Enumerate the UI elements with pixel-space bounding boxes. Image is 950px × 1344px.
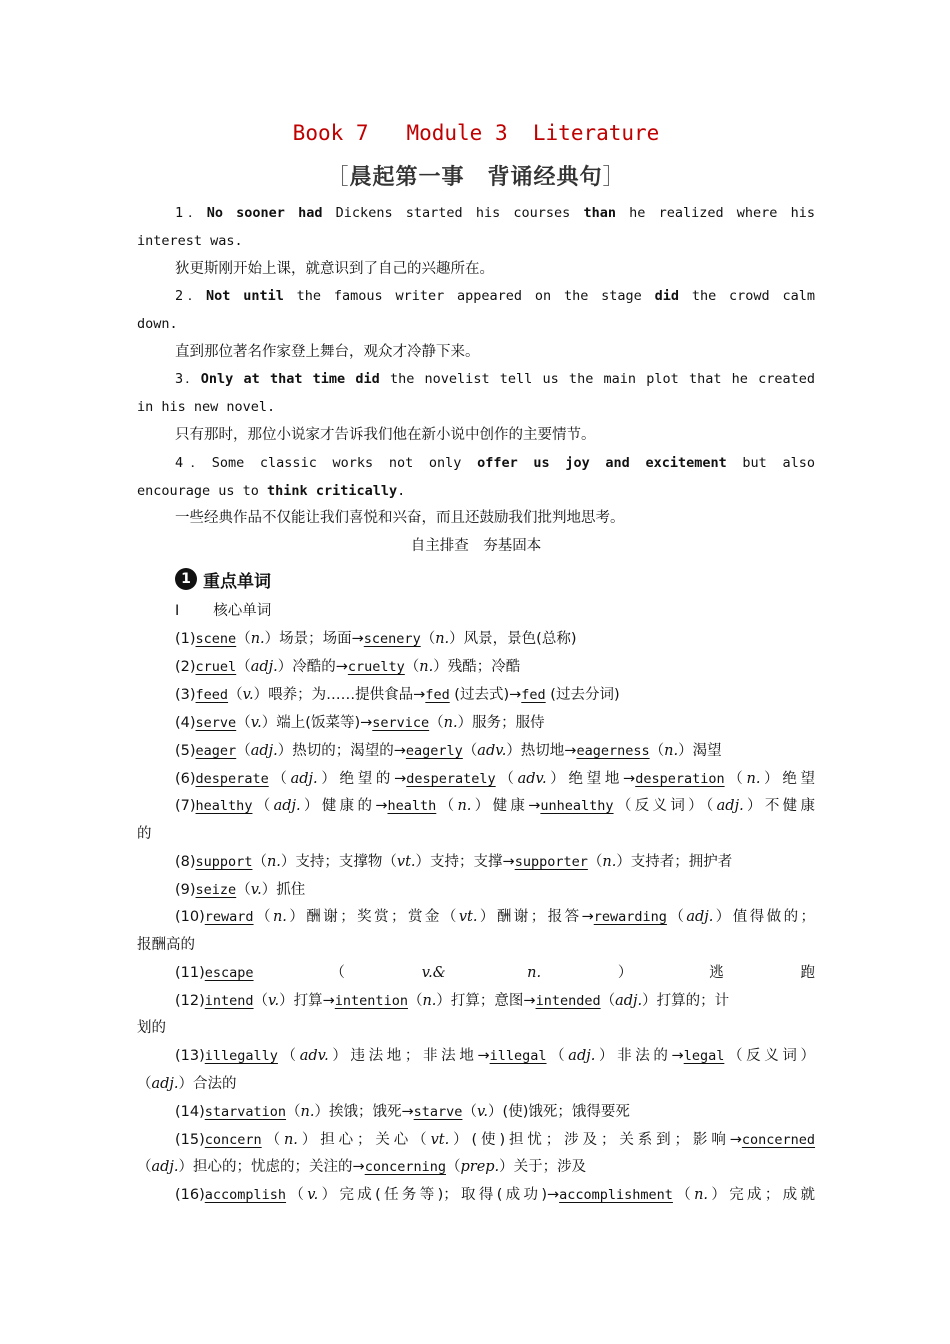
part-of-speech: adv. bbox=[517, 771, 547, 787]
vocab-text: ）挨饿；饿死→ bbox=[314, 1104, 414, 1120]
vocab-text: (过去式)→ bbox=[449, 687, 522, 703]
vocab-text: ）(使)担忧；涉及；关系到；影响→ bbox=[449, 1132, 742, 1148]
sentence-4-english: 4．Some classic works not only offer us joy and excitement but also bbox=[175, 455, 815, 471]
vocab-text: ）打算；意图→ bbox=[436, 993, 536, 1009]
vocab-text: ）健康的→ bbox=[300, 798, 388, 814]
vocab-text: （ bbox=[600, 993, 616, 1009]
vocab-text: ）完成(任务等)；取得(成功)→ bbox=[318, 1187, 560, 1203]
vocab-line bbox=[175, 963, 815, 983]
vocab-text: （ bbox=[407, 993, 423, 1009]
vocab-line bbox=[175, 1102, 815, 1122]
vocab-text: （ bbox=[546, 1048, 569, 1064]
vocab-line bbox=[175, 769, 815, 789]
answer-word: eagerness bbox=[576, 743, 650, 759]
sentence-2-english: 2．Not until the famous writer appeared on the stage did the crowd calm bbox=[175, 288, 815, 304]
vocab-text: （ bbox=[253, 993, 269, 1009]
vocab-text: （ bbox=[228, 687, 243, 703]
answer-word: feed bbox=[195, 687, 229, 703]
answer-word: intend bbox=[204, 993, 254, 1009]
vocab-line bbox=[175, 741, 815, 761]
vocab-text: ）担心的；忧虑的；关注的→ bbox=[178, 1159, 365, 1175]
vocab-text: (8) bbox=[175, 854, 196, 870]
vocab-text: ）非法的→ bbox=[595, 1048, 684, 1064]
answer-word: support bbox=[195, 854, 253, 870]
vocab-text: （ bbox=[253, 965, 422, 981]
part-of-speech: adj. bbox=[290, 771, 318, 787]
part-of-speech: adj. bbox=[151, 1076, 179, 1092]
vocab-text: （ bbox=[666, 909, 687, 925]
vocab-text: （ bbox=[495, 771, 518, 787]
vocab-text: (16) bbox=[175, 1187, 205, 1203]
answer-word: supporter bbox=[514, 854, 588, 870]
part-of-speech: v. bbox=[307, 1187, 319, 1203]
answer-word: reward bbox=[204, 909, 254, 925]
part-of-speech: n. bbox=[422, 993, 437, 1009]
part-of-speech: n. bbox=[602, 854, 617, 870]
part-of-speech: v. bbox=[476, 1104, 489, 1120]
answer-word: desperate bbox=[195, 771, 269, 787]
vocab-text: (1) bbox=[175, 631, 196, 647]
part-of-speech: n. bbox=[266, 854, 281, 870]
vocab-text: （ bbox=[236, 631, 251, 647]
vocab-text: (6) bbox=[175, 771, 196, 787]
answer-word: legal bbox=[683, 1048, 725, 1064]
sentence-1-chinese: 狄更斯刚开始上课，就意识到了自己的兴趣所在。 bbox=[175, 261, 494, 277]
answer-word: scenery bbox=[363, 631, 421, 647]
vocab-text: ）支持；支撑→ bbox=[415, 854, 515, 870]
vocab-text: （ bbox=[672, 1187, 695, 1203]
part-of-speech: vt. bbox=[458, 909, 478, 925]
answer-word: desperation bbox=[635, 771, 725, 787]
vocab-text: （ bbox=[252, 854, 267, 870]
part-of-speech: v. bbox=[242, 687, 254, 703]
vocab-text: ）担心；关心（ bbox=[297, 1132, 431, 1148]
answer-word: intention bbox=[334, 993, 408, 1009]
answer-word: scene bbox=[195, 631, 237, 647]
vocab-text: ）酬谢；奖赏；赏金（ bbox=[286, 909, 459, 925]
vocab-text: （ bbox=[649, 743, 665, 759]
vocab-line bbox=[175, 713, 815, 733]
vocab-text: ）不健康 bbox=[743, 798, 816, 814]
vocab-line bbox=[175, 629, 815, 649]
number-1-icon: 1 bbox=[175, 568, 197, 590]
vocab-line bbox=[137, 935, 815, 955]
answer-word: fed bbox=[521, 687, 546, 703]
vocab-text: ）值得做的； bbox=[713, 909, 816, 925]
vocab-text: （ bbox=[420, 631, 436, 647]
vocab-line bbox=[175, 880, 815, 900]
vocab-text: （ bbox=[236, 743, 251, 759]
vocab-text: （ bbox=[286, 1187, 308, 1203]
vocab-text: ）绝望的→ bbox=[317, 771, 407, 787]
vocab-text: （ bbox=[252, 798, 274, 814]
vocab-text: ）绝望地→ bbox=[546, 771, 636, 787]
part-of-speech: n. bbox=[283, 1132, 298, 1148]
vocab-text: （ bbox=[445, 1159, 461, 1175]
vocab-text: （ bbox=[462, 1104, 477, 1120]
part-of-speech: adv. bbox=[299, 1048, 329, 1064]
part-of-speech: n. bbox=[664, 743, 679, 759]
vocab-text: (3) bbox=[175, 687, 196, 703]
vocab-text: （ bbox=[236, 882, 251, 898]
vocab-text: （ bbox=[462, 743, 478, 759]
vocab-text: （ bbox=[253, 909, 273, 925]
sentence-1-english: 1．No sooner had Dickens started his courses than he realized where his bbox=[175, 205, 815, 221]
part-of-speech: n. bbox=[272, 909, 287, 925]
vocab-text: (13) bbox=[175, 1048, 205, 1064]
key-words-badge bbox=[175, 566, 271, 592]
vocab-line bbox=[175, 657, 815, 677]
sentence-3-chinese: 只有那时，那位小说家才告诉我们他在新小说中创作的主要情节。 bbox=[175, 427, 596, 443]
part-of-speech: n. bbox=[694, 1187, 709, 1203]
sentence-2-english-cont: down. bbox=[137, 316, 178, 332]
part-of-speech: adj. bbox=[250, 743, 278, 759]
vocab-text: (9) bbox=[175, 882, 196, 898]
answer-word: service bbox=[372, 715, 430, 731]
vocab-text: ）支持者；拥护者 bbox=[616, 854, 733, 870]
part-of-speech: v.& n. bbox=[421, 965, 542, 981]
vocab-text: ）喂养；为……提供食品→ bbox=[253, 687, 426, 703]
vocab-line bbox=[175, 852, 815, 872]
vocab-line bbox=[175, 1185, 815, 1205]
vocab-text: (11) bbox=[175, 965, 205, 981]
vocab-text: (过去分词) bbox=[545, 687, 620, 703]
part-of-speech: adj. bbox=[250, 659, 278, 675]
part-of-speech: adj. bbox=[716, 798, 744, 814]
vocab-text: （ bbox=[436, 798, 458, 814]
answer-word: accomplish bbox=[204, 1187, 287, 1203]
part-of-speech: vt. bbox=[430, 1132, 450, 1148]
vocab-text: （ bbox=[277, 1048, 300, 1064]
vocab-text: ）服务；服侍 bbox=[457, 715, 545, 731]
part-of-speech: v. bbox=[268, 993, 280, 1009]
answer-word: healthy bbox=[195, 798, 253, 814]
answer-word: unhealthy bbox=[540, 798, 614, 814]
part-of-speech: adj. bbox=[615, 993, 643, 1009]
subsection-heading: Ⅰ 核心单词 bbox=[175, 603, 272, 619]
part-of-speech: prep. bbox=[460, 1159, 500, 1175]
page-title: Book 7 Module 3 Literature bbox=[292, 121, 660, 145]
part-of-speech: n. bbox=[746, 771, 761, 787]
vocab-text: ）场景；场面→ bbox=[264, 631, 364, 647]
vocab-text: （ bbox=[587, 854, 603, 870]
answer-word: eagerly bbox=[405, 743, 463, 759]
sentence-1-english-cont: interest was. bbox=[137, 233, 243, 249]
vocab-text: ）风景，景色(总称) bbox=[449, 631, 577, 647]
vocab-text: ）热切地→ bbox=[506, 743, 577, 759]
answer-word: eager bbox=[195, 743, 237, 759]
part-of-speech: v. bbox=[250, 715, 262, 731]
vocab-line bbox=[175, 1130, 815, 1150]
sentence-2-chinese: 直到那位著名作家登上舞台，观众才冷静下来。 bbox=[175, 344, 480, 360]
vocab-text: （ bbox=[137, 1159, 152, 1175]
vocab-text: 报酬高的 bbox=[137, 937, 195, 953]
answer-word: concerned bbox=[741, 1132, 816, 1148]
vocab-text: (2) bbox=[175, 659, 196, 675]
answer-word: accomplishment bbox=[559, 1187, 673, 1203]
vocab-text: （ bbox=[236, 659, 251, 675]
answer-word: illegally bbox=[204, 1048, 278, 1064]
sentence-4-english-cont: encourage us to think critically. bbox=[137, 483, 406, 499]
answer-word: desperately bbox=[406, 771, 496, 787]
vocab-text: (10) bbox=[175, 909, 205, 925]
answer-word: concern bbox=[204, 1132, 262, 1148]
vocab-text: （ bbox=[724, 771, 747, 787]
answer-word: fed bbox=[425, 687, 450, 703]
part-of-speech: adj. bbox=[273, 798, 301, 814]
part-of-speech: adv. bbox=[477, 743, 507, 759]
section-header: 自主排查 夯基固本 bbox=[410, 538, 542, 554]
vocab-text: ）支持；支撑物（ bbox=[280, 854, 397, 870]
vocab-text: （反义词） bbox=[724, 1048, 816, 1064]
vocab-text: (14) bbox=[175, 1104, 205, 1120]
answer-word: cruel bbox=[195, 659, 237, 675]
vocab-text: ）逃跑 bbox=[541, 965, 816, 981]
vocab-text: 划的 bbox=[137, 1020, 166, 1036]
answer-word: health bbox=[387, 798, 437, 814]
vocab-line bbox=[175, 907, 815, 927]
vocab-text: （ bbox=[236, 715, 251, 731]
answer-word: starvation bbox=[204, 1104, 287, 1120]
part-of-speech: v. bbox=[250, 882, 262, 898]
vocab-line bbox=[137, 1074, 815, 1094]
part-of-speech: vt. bbox=[396, 854, 416, 870]
vocab-text: ）打算的；计 bbox=[642, 993, 730, 1009]
vocab-text: ）(使)饿死；饿得要死 bbox=[488, 1104, 630, 1120]
vocab-line bbox=[137, 1018, 815, 1038]
part-of-speech: adj. bbox=[686, 909, 714, 925]
vocab-text: (12) bbox=[175, 993, 205, 1009]
answer-word: rewarding bbox=[593, 909, 667, 925]
vocab-text: （ bbox=[261, 1132, 284, 1148]
sentence-3-english-cont: in his new novel. bbox=[137, 399, 276, 415]
vocab-text: （ bbox=[137, 1076, 152, 1092]
part-of-speech: n. bbox=[250, 631, 265, 647]
part-of-speech: n. bbox=[457, 798, 472, 814]
vocab-text: （ bbox=[404, 659, 420, 675]
answer-word: cruelty bbox=[347, 659, 405, 675]
part-of-speech: adj. bbox=[568, 1048, 596, 1064]
vocab-text: (15) bbox=[175, 1132, 205, 1148]
answer-word: seize bbox=[195, 882, 237, 898]
vocab-line bbox=[175, 991, 815, 1011]
answer-word: intended bbox=[535, 993, 601, 1009]
vocab-text: ）热切的；渴望的→ bbox=[277, 743, 406, 759]
sentence-3-english: 3．Only at that time did the novelist tell us the main plot that he created bbox=[175, 371, 816, 387]
vocab-text: ）残酷；冷酷 bbox=[433, 659, 521, 675]
vocab-text: ）渴望 bbox=[678, 743, 722, 759]
vocab-text: （反义词）（ bbox=[613, 798, 717, 814]
vocab-text: ）合法的 bbox=[178, 1076, 237, 1092]
part-of-speech: n. bbox=[443, 715, 458, 731]
vocab-text: (7) bbox=[175, 798, 196, 814]
vocab-line bbox=[137, 1157, 815, 1177]
vocab-text: ）完成；成就 bbox=[708, 1187, 816, 1203]
vocab-text: ）酬谢；报答→ bbox=[477, 909, 594, 925]
vocab-text: (5) bbox=[175, 743, 196, 759]
vocab-text: ）冷酷的→ bbox=[277, 659, 348, 675]
vocab-text: ）抓住 bbox=[261, 882, 306, 898]
part-of-speech: n. bbox=[300, 1104, 315, 1120]
key-words-label: 重点单词 bbox=[203, 571, 271, 592]
answer-word: serve bbox=[195, 715, 237, 731]
part-of-speech: n. bbox=[435, 631, 450, 647]
part-of-speech: n. bbox=[419, 659, 434, 675]
vocab-text: ）端上(饭菜等)→ bbox=[261, 715, 373, 731]
vocab-text: ）绝望 bbox=[760, 771, 816, 787]
page-subtitle: ［晨起第一事 背诵经典句］ bbox=[326, 164, 626, 190]
answer-word: escape bbox=[204, 965, 254, 981]
vocab-text: （ bbox=[429, 715, 444, 731]
vocab-line bbox=[175, 1046, 815, 1066]
answer-word: illegal bbox=[489, 1048, 547, 1064]
vocab-text: ）关于；涉及 bbox=[499, 1159, 587, 1175]
part-of-speech: adj. bbox=[151, 1159, 179, 1175]
vocab-text: ）健康→ bbox=[471, 798, 541, 814]
vocab-text: （ bbox=[286, 1104, 301, 1120]
vocab-text: 的 bbox=[137, 826, 152, 842]
vocab-text: （ bbox=[268, 771, 291, 787]
vocab-line bbox=[137, 824, 815, 844]
vocab-text: ）违法地；非法地→ bbox=[328, 1048, 490, 1064]
sentence-4-chinese: 一些经典作品不仅能让我们喜悦和兴奋，而且还鼓励我们批判地思考。 bbox=[175, 510, 625, 526]
vocab-line bbox=[175, 685, 815, 705]
vocab-text: (4) bbox=[175, 715, 196, 731]
vocab-line bbox=[175, 796, 815, 816]
answer-word: starve bbox=[413, 1104, 463, 1120]
vocab-text: ）打算→ bbox=[279, 993, 335, 1009]
answer-word: concerning bbox=[364, 1159, 446, 1175]
